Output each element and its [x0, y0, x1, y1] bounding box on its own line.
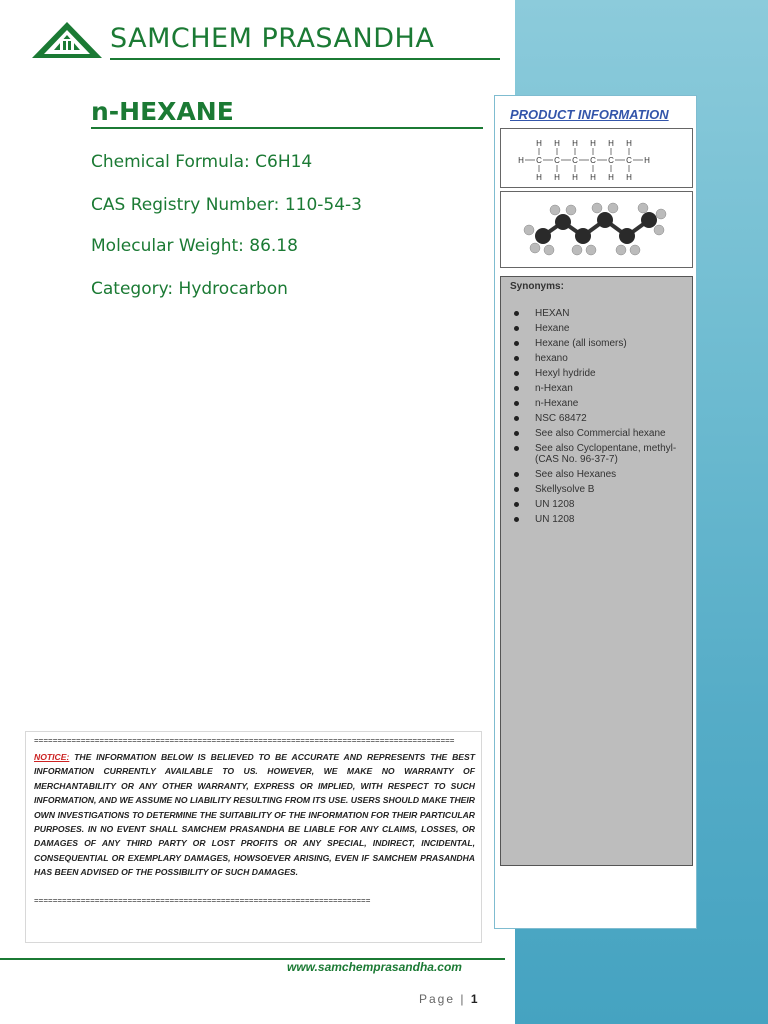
synonym-item: Hexane (all isomers) [509, 338, 689, 349]
category: Category: Hydrocarbon [91, 279, 288, 299]
svg-text:C: C [590, 156, 596, 165]
svg-text:H: H [644, 156, 650, 165]
svg-text:H: H [536, 173, 542, 182]
notice-text [34, 750, 475, 880]
svg-text:H: H [554, 139, 560, 148]
synonym-item: UN 1208 [509, 499, 689, 510]
synonym-item: n-Hexane [509, 398, 689, 409]
website-link[interactable]: www.samchemprasandha.com [287, 960, 462, 974]
svg-text:H: H [626, 173, 632, 182]
svg-text:H: H [572, 173, 578, 182]
synonyms-box [500, 276, 693, 866]
synonyms-label: Synonyms: [510, 281, 564, 292]
svg-text:C: C [536, 156, 542, 165]
panel-title: PRODUCT INFORMATION [510, 107, 669, 122]
synonym-item: UN 1208 [509, 514, 689, 525]
chemical-formula: Chemical Formula: C6H14 [91, 152, 313, 172]
structural-formula [500, 128, 693, 188]
svg-text:H: H [590, 139, 596, 148]
synonyms-list [509, 308, 689, 529]
ball-and-stick-model [501, 192, 692, 267]
cas-number: CAS Registry Number: 110-54-3 [91, 195, 362, 215]
notice-body: THE INFORMATION BELOW IS BELIEVED TO BE ACCURATE AND REPRESENTS THE BEST INFORMATION CURRENTLY AVAILABLE TO US. HOWEVER, WE MAKE NO WARRANTY OF MERCHANTABILITY OR ANY OTHER WARRANTY, EXPRESS OR IMPLIED, WITH RESPECT TO SUCH INFORMATION, AND WE ASSUME NO LIABILITY RESULTING FROM ITS USE. USERS SHOULD MAKE THEIR OWN INVESTIGATIONS TO DETERMINE THE SUITABILITY OF THE INFORMATION FOR THEIR PARTICULAR PURPOSES. IN NO EVENT SHALL SAMCHEM PRASANDHA BE LIABLE FOR ANY CLAIMS, LOSSES, OR DAMAGES OF ANY THIRD PARTY OR LOST PROFITS OR ANY SPECIAL, INDIRECT, INCIDENTAL, CONSEQUENTIAL OR EXEMPLARY DAMAGES, HOWSOEVER ARISING, EVEN IF SAMCHEM PRASANDHA HAS BEEN ADVISED OF THE POSSIBILITY OF SUCH DAMAGES. [34, 752, 475, 878]
synonym-item: See also Cyclopentane, methyl- (CAS No. 96-37-7) [509, 443, 689, 465]
notice-divider-bottom: ======================================================================== [34, 897, 371, 905]
synonym-item: n-Hexan [509, 383, 689, 394]
page-label: Page | [419, 992, 466, 1006]
svg-text:H: H [572, 139, 578, 148]
synonym-item: NSC 68472 [509, 413, 689, 424]
svg-text:H: H [608, 173, 614, 182]
page-number-value: 1 [470, 992, 478, 1006]
svg-text:H: H [554, 173, 560, 182]
notice-label: NOTICE: [34, 752, 70, 762]
structural-formula-diagram [501, 129, 692, 187]
page-number [419, 992, 478, 1006]
synonym-item: HEXAN [509, 308, 689, 319]
svg-text:H: H [626, 139, 632, 148]
svg-text:H: H [518, 156, 524, 165]
notice-divider-top: ========================================================================================== [34, 737, 455, 745]
product-name: n-HEXANE [91, 97, 234, 126]
product-divider [91, 127, 483, 129]
molecule-model [500, 191, 693, 268]
synonym-item: Hexane [509, 323, 689, 334]
svg-text:H: H [608, 139, 614, 148]
molecular-weight: Molecular Weight: 86.18 [91, 236, 298, 256]
company-name: SAMCHEM PRASANDHA [110, 23, 435, 54]
header-divider [110, 58, 500, 60]
svg-text:H: H [536, 139, 542, 148]
svg-text:C: C [572, 156, 578, 165]
synonym-item: See also Hexanes [509, 469, 689, 480]
notice-box [25, 731, 482, 943]
svg-text:C: C [554, 156, 560, 165]
product-info-panel [494, 95, 697, 929]
svg-text:C: C [608, 156, 614, 165]
svg-text:C: C [626, 156, 632, 165]
synonym-item: hexano [509, 353, 689, 364]
synonym-item: Hexyl hydride [509, 368, 689, 379]
synonym-item: See also Commercial hexane [509, 428, 689, 439]
svg-text:H: H [590, 173, 596, 182]
company-logo [30, 20, 104, 60]
synonym-item: Skellysolve B [509, 484, 689, 495]
